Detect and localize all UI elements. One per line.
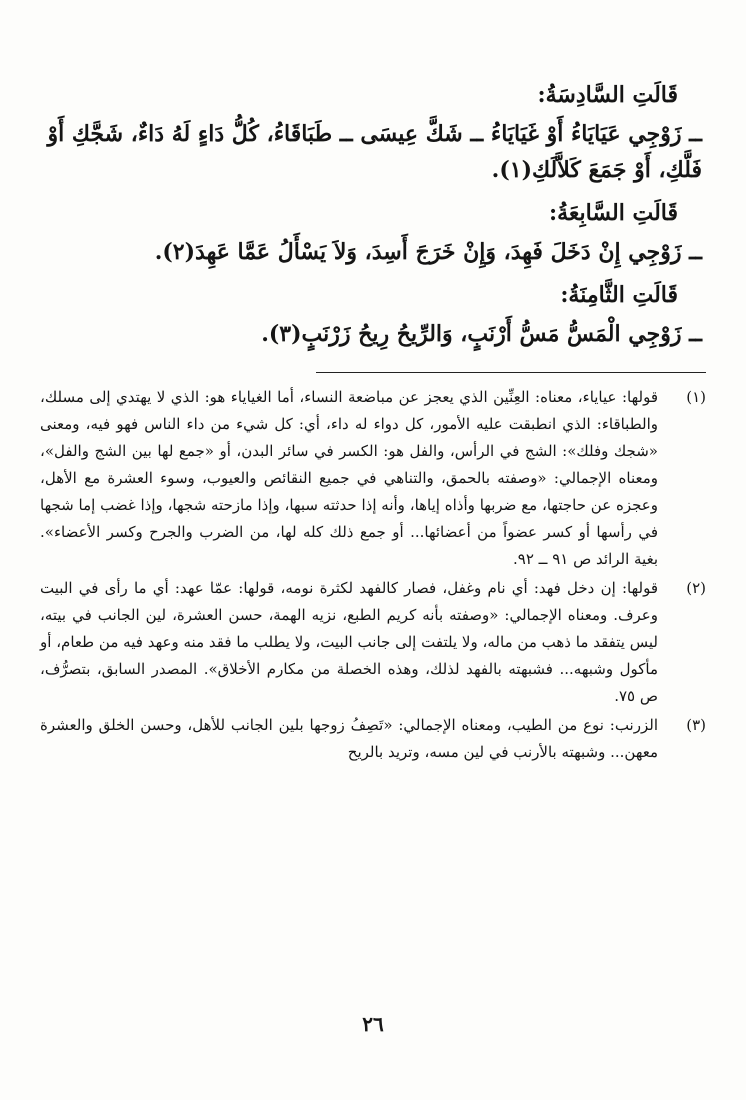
stanza-heading: قَالَتِ الثَّامِنَةُ: <box>560 282 678 308</box>
footnote <box>40 575 706 710</box>
footnote-text: الزرنب: نوع من الطيب، ومعناه الإجمالي: «تَصِفُ زوجها بلين الجانب للأهل، وحسن الخلق والعشرة معهن... وشبهته بالأرنب في لين مسه، وتريد بالريح <box>40 716 658 761</box>
footnote-text: قولها: إن دخل فهد: أي نام وغفل، فصار كالفهد لكثرة نومه، قولها: عمّا عهد: أي ما رأى في البيت وعرف. ومعناه الإجمالي: «وصفته بأنه كريم الطبع، نزيه الهمة، حسن العشرة، لين الجانب في بيته، ليس يتفقد ما ذهب من ماله، ولا يلتفت إلى جانب البيت، ولا يطلب ما فقد منه وعهد فيه من طعام، أو مأكول وشبهه... فشبهته بالفهد لذلك، وهذه الخصلة من مكارم الأخلاق». المصدر السابق، بتصرُّف، ص ٧٥. <box>40 579 658 705</box>
footnote-number: (٢) <box>686 579 706 597</box>
poem-section <box>40 80 702 362</box>
stanza-text: ــ زَوْجِي إِنْ دَخَلَ فَهِدَ، وَإِنْ خَرَجَ أَسِدَ، وَلاَ يَسْأَلُ عَمَّا عَهِدَ(٢). <box>154 239 702 265</box>
stanza-heading: قَالَتِ السَّابِعَةُ: <box>549 200 678 226</box>
footnote-separator <box>316 372 706 373</box>
footnotes <box>40 384 706 768</box>
footnote-number: (٣) <box>686 716 706 734</box>
footnote-text: قولها: عياياء، معناه: العِنِّين الذي يعجز عن مباضعة النساء، أما الغياياء هو: الذي لا يهتدي إلى مسلك، والطباقاء: الذي انطبقت عليه الأمور، كل دواء له داء، أي: كل شيء من داء الناس فهو فيه، ومعنى «شجك وفلك»: الشج في الرأس، والفل هو: الكسر في سائر البدن، أو «جمع لها بين الشج والفل»، ومعناه الإجمالي: «وصفته بالحمق، والتناهي في جميع النقائص والعيوب، وسوء العشرة مع الأهل، وعجزه عن حاجتها، مع ضربها وأذاه إياها، وأنه إذا حدثته سبها، وإذا مازحته شجها، وإذا غضب إما شجها في رأسها أو كسر عضواً من أعضائها... أو جمع ذلك كله لها، من الضرب والجرح وكسر الأعضاء». بغية الرائد ص ٩١ ــ ٩٢. <box>40 388 658 568</box>
footnote <box>40 712 706 766</box>
page-number: ٢٦ <box>362 1012 384 1036</box>
stanza-text: ــ زَوْجِي الْمَسُّ مَسُّ أَرْنَبٍ، وَالرِّيحُ رِيحُ زَرْنَبٍ(٣). <box>261 321 702 347</box>
footnote <box>40 384 706 573</box>
stanza-text: ــ زَوْجِي عَيَايَاءُ أَوْ غَيَايَاءُ ــ شَكَّ عِيسَى ــ طَبَاقَاءُ، كُلُّ دَاءٍ لَهُ دَاءٌ، شَجَّكِ أَوْ فَلَّكِ، أَوْ جَمَعَ كَلاَّلَكِ(١). <box>47 121 702 183</box>
stanza-heading: قَالَتِ السَّادِسَةُ: <box>537 82 678 108</box>
footnote-number: (١) <box>686 388 706 406</box>
